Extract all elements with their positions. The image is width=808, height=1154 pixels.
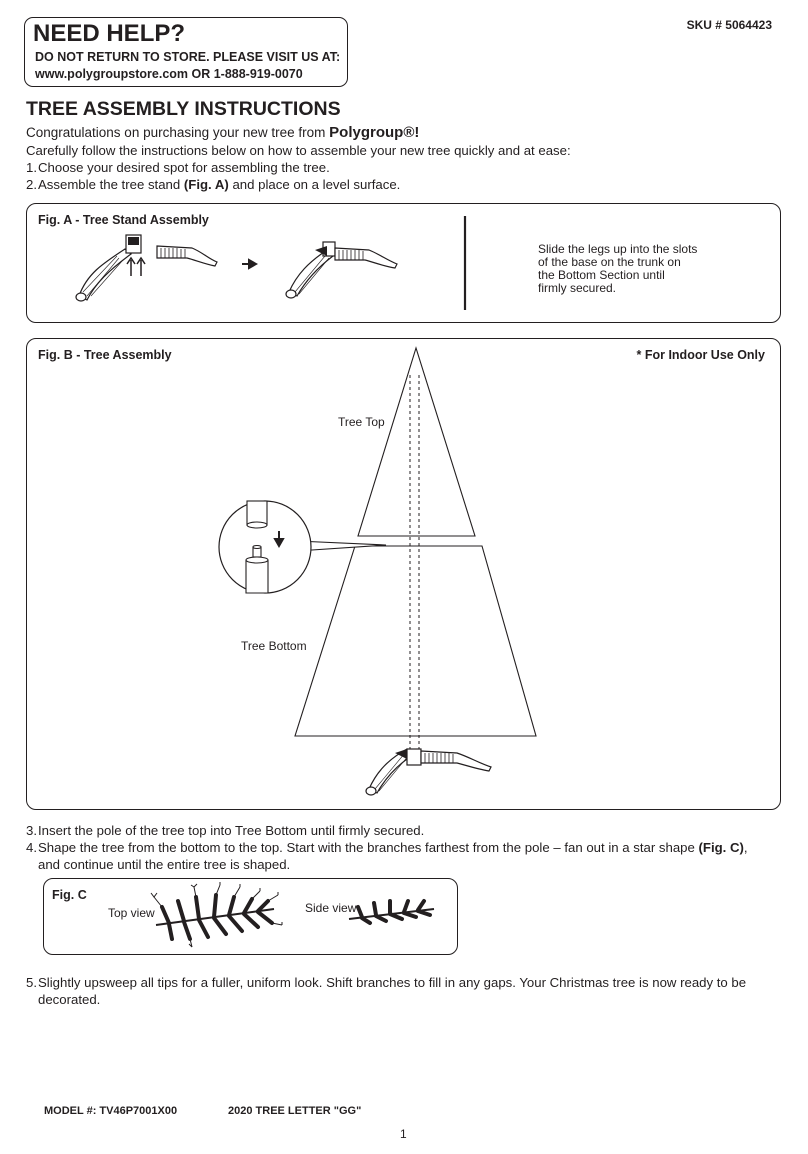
step-4-number: 4. [26,840,37,855]
model-number: MODEL #: TV46P7001X00 [44,1105,178,1117]
fig-b-box [26,338,781,810]
step-5 [26,975,746,990]
step-1 [26,160,330,175]
page-number: 1 [400,1127,407,1141]
side-view-label: Side view [305,901,357,915]
step-2-text: Assemble the tree stand [38,177,184,192]
step-4-text: Shape the tree from the bottom to the top. Start with the branches farthest from the pole – fan out in a star shape [38,840,699,855]
help-box [24,17,348,87]
brand-name: Polygroup®! [329,124,420,141]
step-5-text: Slightly upsweep all tips for a fuller, uniform look. Shift branches to fill in any gaps. Your Christmas tree is now ready to be [38,975,747,990]
intro-congrats-text: Congratulations on purchasing your new tree from [26,125,330,140]
fig-c-box [43,878,458,955]
step-3 [26,823,424,838]
fig-c-title: Fig. C [52,888,87,902]
tree-top-label: Tree Top [338,415,385,429]
step-5-number: 5. [26,975,37,990]
step-4-fig-ref: (Fig. C) [698,840,744,855]
step-2-fig-ref: (Fig. A) [183,177,229,192]
fig-a-desc-3: the Bottom Section until [538,268,665,282]
indoor-use-note: * For Indoor Use Only [636,348,765,362]
step-2-text-end: and place on a level surface. [228,177,401,192]
step-3-number: 3. [26,823,37,838]
intro-instructions: Carefully follow the instructions below on how to assemble your new tree quickly and at ease: [26,143,571,158]
fig-a-desc-2: of the base on the trunk on [538,255,681,269]
step-1-text: Choose your desired spot for assembling the tree. [38,160,330,175]
help-return-notice: DO NOT RETURN TO STORE. PLEASE VISIT US AT: [35,50,341,64]
step-2 [26,177,400,192]
step-4-line-2: and continue until the entire tree is shaped. [38,857,291,872]
page-title: TREE ASSEMBLY INSTRUCTIONS [26,98,341,120]
fig-a-desc-4: firmly secured. [538,281,617,295]
fig-a-desc-1: Slide the legs up into the slots [538,242,698,256]
step-5-line-2: decorated. [38,992,101,1007]
fig-b-illustration [27,339,780,809]
help-contact: www.polygroupstore.com OR 1-888-919-0070 [35,67,303,81]
tree-letter: 2020 TREE LETTER "GG" [228,1105,362,1117]
fig-a-box [26,203,781,323]
step-3-text: Insert the pole of the tree top into Tree Bottom until firmly secured. [38,823,425,838]
fig-a-title: Fig. A - Tree Stand Assembly [38,213,209,227]
fig-b-title: Fig. B - Tree Assembly [38,348,172,362]
intro-congrats [26,124,419,141]
help-title: NEED HELP? [33,20,186,47]
step-4 [26,840,748,855]
sku-number: SKU # 5064423 [686,18,772,32]
step-4-text-comma: , [743,840,748,855]
top-view-label: Top view [108,906,155,920]
step-1-number: 1. [26,160,37,175]
tree-bottom-label: Tree Bottom [241,639,307,653]
fig-c-illustration [44,879,457,954]
step-2-number: 2. [26,177,37,192]
